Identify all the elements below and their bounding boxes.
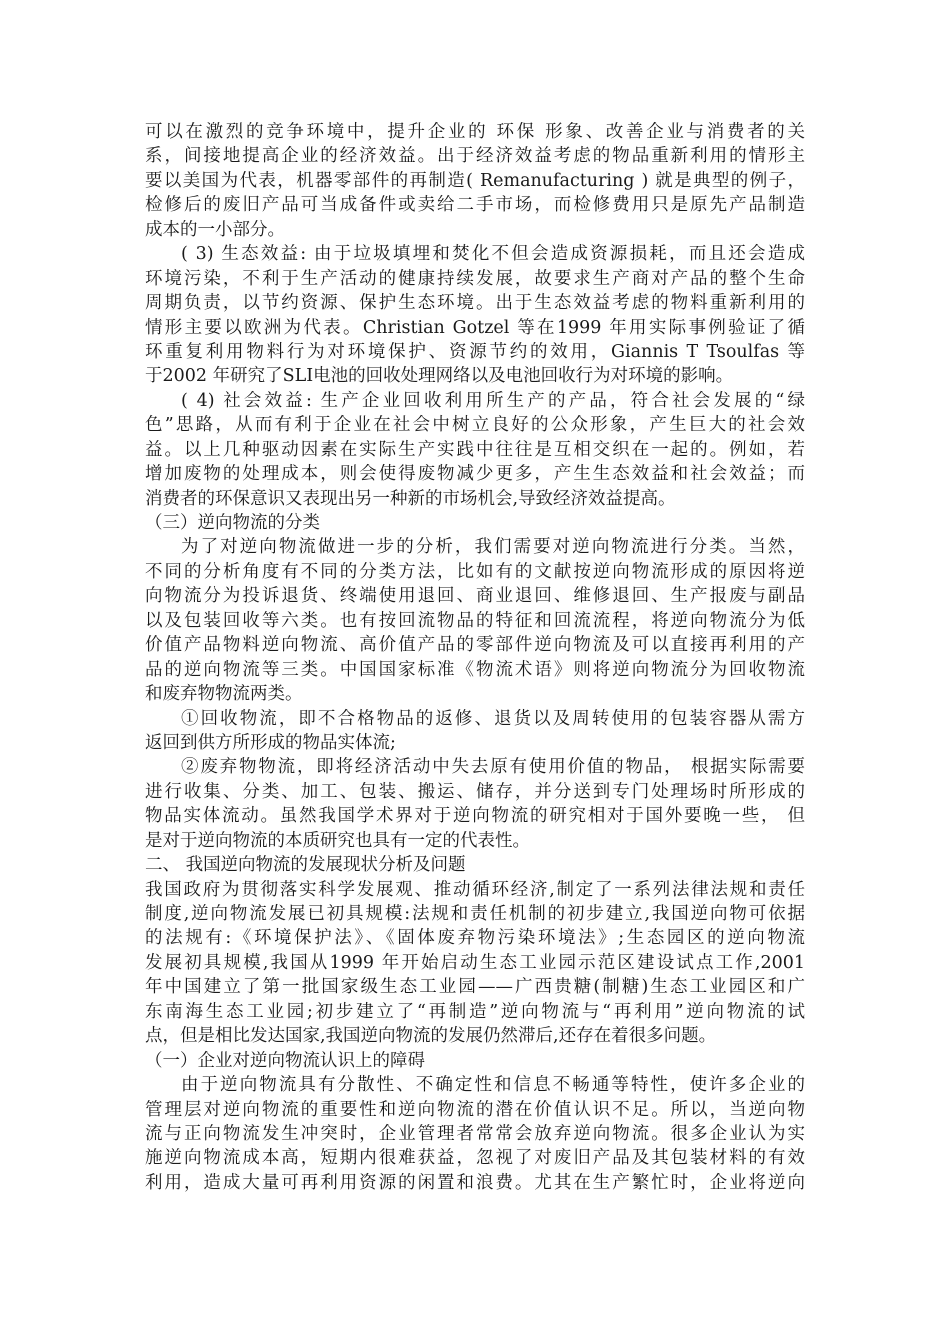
- text-line: 情形主要以欧洲为代表。Christian Gotzel 等在1999 年用实际事例验证了循: [145, 317, 805, 338]
- text-line: 系，间接地提高企业的经济效益。出于经济效益考虑的物品重新利用的情形主: [145, 146, 805, 167]
- text-line: 年中国建立了第一批国家级生态工业园——广西贵糖(制糖)生态工业园区和广: [145, 977, 805, 998]
- text-line: 我国政府为贯彻落实科学发展观、推动循环经济,制定了一系列法律法规和责任: [145, 879, 805, 900]
- text-line: 东南海生态工业园;初步建立了“再制造”逆向物流与“再利用”逆向物流的试: [145, 1001, 805, 1022]
- text-line: 点，但是相比发达国家,我国逆向物流的发展仍然滞后,还存在着很多问题。: [145, 1026, 717, 1047]
- text-line: 于2002 年研究了SLI电池的回收处理网络以及电池回收行为对环境的影响。: [145, 366, 734, 387]
- text-line: 益。以上几种驱动因素在实际生产实践中往往是互相交织在一起的。例如，若: [145, 439, 805, 460]
- text-line: 二、 我国逆向物流的发展现状分析及问题: [145, 855, 466, 876]
- text-line: 环境污染，不利于生产活动的健康持续发展，故要求生产商对产品的整个生命: [145, 268, 805, 289]
- text-line: 的法规有:《环境保护法》、《固体废弃物污染环境法》;生态园区的逆向物流: [145, 928, 805, 949]
- text-line: 价值产品物料逆向物流、高价值产品的零部件逆向物流及可以直接再利用的产: [145, 635, 805, 656]
- text-line: 检修后的废旧产品可当成备件或卖给二手市场，而检修费用只是原先产品制造: [145, 195, 805, 216]
- text-line: 返回到供方所形成的物品实体流;: [145, 732, 396, 753]
- text-line: ②废弃物物流，即将经济活动中失去原有使用价值的物品， 根据实际需要: [181, 757, 805, 778]
- text-line: 不同的分析角度有不同的分类方法，比如有的文献按逆向物流形成的原因将逆: [145, 561, 805, 582]
- text-line: 管理层对逆向物流的重要性和逆向物流的潜在价值认识不足。所以，当逆向物: [145, 1099, 805, 1120]
- text-line: 进行收集、分类、加工、包装、搬运、储存，并分送到专门处理场时所形成的: [145, 781, 805, 802]
- text-line: 施逆向物流成本高，短期内很难获益，忽视了对废旧产品及其包装材料的有效: [145, 1148, 805, 1169]
- text-line: （一）企业对逆向物流认识上的障碍: [145, 1050, 425, 1071]
- document-page: [145, 120, 805, 1195]
- text-line: ①回收物流，即不合格物品的返修、退货以及周转使用的包装容器从需方: [181, 708, 805, 729]
- text-line: 向物流分为投诉退货、终端使用退回、商业退回、维修退回、生产报废与副品: [145, 586, 805, 607]
- text-line: ( 4) 社会效益: 生产企业回收利用所生产的产品，符合社会发展的“绿: [181, 390, 805, 411]
- text-line: 成本的一小部分。: [145, 219, 285, 240]
- text-line: 制度,逆向物流发展已初具规模:法规和责任机制的初步建立,我国逆向物可依据: [145, 904, 805, 924]
- text-line: 要以美国为代表，机器零部件的再制造( Remanufacturing ) 就是典型的例子，: [145, 170, 805, 191]
- text-line: 和废弃物物流两类。: [145, 684, 303, 705]
- text-line: 为了对逆向物流做进一步的分析，我们需要对逆向物流进行分类。当然，: [181, 537, 805, 558]
- text-line: 周期负责，以节约资源、保护生态环境。出于生态效益考虑的物料重新利用的: [145, 293, 805, 314]
- text-line: ( 3) 生态效益: 由于垃圾填埋和焚化不但会造成资源损耗，而且还会造成: [181, 244, 805, 265]
- text-line: 品的逆向物流等三类。中国国家标准《物流术语》则将逆向物流分为回收物流: [145, 659, 805, 680]
- text-line: 物品实体流动。虽然我国学术界对于逆向物流的研究相对于国外要晚一些， 但: [145, 806, 805, 827]
- text-line: 发展初具规模,我国从1999 年开始启动生态工业园示范区建设试点工作,2001: [145, 952, 805, 973]
- text-line: （三）逆向物流的分类: [145, 513, 320, 533]
- text-line: 色”思路，从而有利于企业在社会中树立良好的公众形象，产生巨大的社会效: [145, 415, 805, 436]
- text-line: 以及包装回收等六类。也有按回流物品的特征和回流流程，将逆向物流分为低: [145, 610, 805, 631]
- text-line: 可以在激烈的竞争环境中，提升企业的 环保 形象、改善企业与消费者的关: [145, 122, 805, 142]
- text-line: 消费者的环保意识又表现出另一种新的市场机会,导致经济效益提高。: [145, 488, 676, 509]
- text-line: 流与正向物流发生冲突时，企业管理者常常会放弃逆向物流。很多企业认为实: [145, 1123, 805, 1144]
- text-line: 增加废物的处理成本，则会使得废物减少更多，产生生态效益和社会效益；而: [145, 464, 805, 485]
- text-line: 环重复利用物料行为对环境保护、资源节约的效用，Giannis T Tsoulfas 等: [145, 341, 805, 362]
- text-line: 是对于逆向物流的本质研究也具有一定的代表性。: [145, 830, 530, 851]
- text-line: 利用，造成大量可再利用资源的闲置和浪费。尤其在生产繁忙时，企业将逆向: [145, 1172, 805, 1193]
- text-line: 由于逆向物流具有分散性、不确定性和信息不畅通等特性，使许多企业的: [181, 1075, 805, 1096]
